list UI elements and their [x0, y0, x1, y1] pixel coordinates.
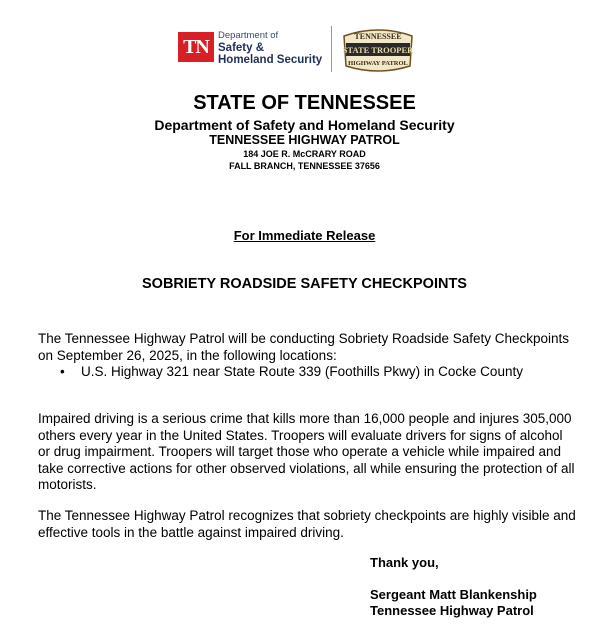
dept-logo-text [218, 30, 322, 66]
department-name: Department of Safety and Homeland Security [154, 117, 455, 133]
thp-top-text: TENNESSEE [354, 32, 402, 41]
logo-divider [331, 26, 332, 72]
thp-badge-icon [338, 26, 418, 74]
thp-middle-text: STATE TROOPER [342, 45, 414, 55]
dept-line-2: Safety & [218, 42, 265, 54]
logo-bar [0, 24, 609, 76]
headline: SOBRIETY ROADSIDE SAFETY CHECKPOINTS [142, 276, 467, 292]
state-title: STATE OF TENNESSEE [193, 92, 416, 114]
tn-logo: TN [178, 32, 214, 62]
recognition-paragraph: The Tennessee Highway Patrol recognizes that sobriety checkpoints are highly visible and effective tools in the battle against impaired driving. [38, 508, 576, 540]
release-label: For Immediate Release [233, 228, 376, 243]
location-text: U.S. Highway 321 near State Route 339 (Foothills Pkwy) in Cocke County [81, 364, 523, 379]
dept-line-3: Homeland Security [218, 54, 323, 66]
signer-org: Tennessee Highway Patrol [370, 603, 534, 618]
address-line-1: 184 JOE R. McCRARY ROAD [243, 149, 366, 159]
thp-bottom-text: HIGHWAY PATROL [348, 60, 408, 67]
dept-line-1: Department of [218, 30, 279, 41]
intro-paragraph: The Tennessee Highway Patrol will be conducting Sobriety Roadside Safety Checkpoints on September 26, 2025, in the following locations: [38, 331, 570, 363]
agency-name: TENNESSEE HIGHWAY PATROL [209, 133, 400, 147]
bullet-icon: • [60, 364, 65, 379]
closing-thanks: Thank you, [370, 555, 439, 570]
signer-name: Sergeant Matt Blankenship [370, 587, 537, 602]
impaired-driving-paragraph: Impaired driving is a serious crime that kills more than 16,000 people and injures 305,000 others every year in the United States. Troopers will evaluate drivers for signs of alcohol or drug impairment. Troopers will target those who operate a vehicle while impaired and take corrective actions for other observed violations, all while ensuring the protection of all motorists. [38, 411, 575, 492]
address-line-2: FALL BRANCH, TENNESSEE 37656 [229, 161, 380, 171]
